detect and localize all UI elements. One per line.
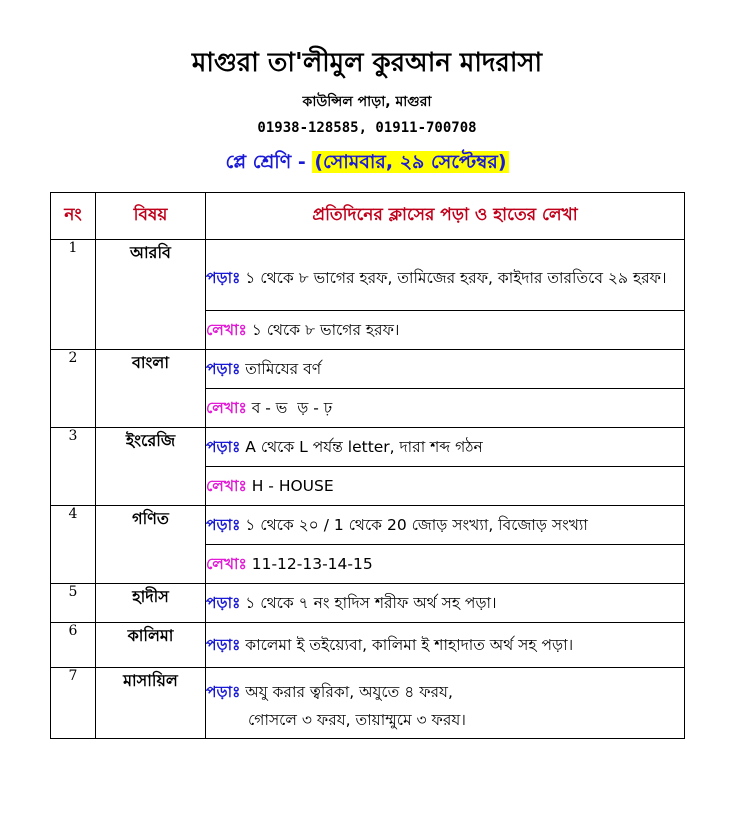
write-text: ব - ভ ড় - ঢ় (251, 399, 333, 417)
routine-table (50, 192, 685, 739)
read-label: পড়াঃ (206, 636, 241, 654)
write-label: লেখাঃ (206, 477, 247, 495)
table-row (51, 428, 685, 467)
row-number: 4 (51, 506, 96, 584)
row-number: 2 (51, 350, 96, 428)
write-text: ১ থেকে ৮ ভাগের হরফ। (251, 321, 400, 339)
read-text: তামিযের বর্ণ (245, 360, 322, 378)
read-cell (206, 428, 685, 467)
read-text: ১ থেকে ৭ নং হাদিস শরীফ অর্থ সহ পড়া। (245, 594, 497, 612)
read-label: পড়াঃ (206, 360, 241, 378)
read-text-line2: গোসলে ৩ ফরয, তায়াম্মুমে ৩ ফরয। (248, 711, 466, 729)
day-highlight: (সোমবার, ২৯ সেপ্টেম্বর) (314, 151, 507, 173)
read-label: পড়াঃ (206, 438, 241, 456)
row-subject: বাংলা (96, 350, 206, 428)
header-no: নং (51, 193, 96, 240)
write-cell (206, 545, 685, 584)
read-text: কালেমা ই তইয়্যেবা, কালিমা ই শাহাদাত অর্থ সহ পড়া। (245, 636, 574, 654)
row-subject: হাদীস (96, 584, 206, 623)
read-label: পড়াঃ (206, 683, 241, 701)
row-subject: গণিত (96, 506, 206, 584)
read-text: ১ থেকে ২০ / 1 থেকে 20 জোড় সংখ্যা, বিজোড় সংখ্যা (245, 516, 588, 534)
write-label: লেখাঃ (206, 399, 247, 417)
header-content: প্রতিদিনের ক্লাসের পড়া ও হাতের লেখা (206, 193, 685, 240)
read-label: পড়াঃ (206, 516, 241, 534)
header-subject: বিষয় (96, 193, 206, 240)
read-text: ১ থেকে ৮ ভাগের হরফ, তামিজের হরফ, কাইদার তারতিবে ২৯ হরফ। (245, 269, 667, 287)
write-cell (206, 311, 685, 350)
row-subject: মাসায়িল (96, 668, 206, 739)
phone-numbers: 01938-128585, 01911-700708 (257, 120, 477, 136)
table-row (51, 668, 685, 739)
read-label: পড়াঃ (206, 594, 241, 612)
row-number: 5 (51, 584, 96, 623)
write-text: H - HOUSE (251, 477, 334, 495)
table-row (51, 350, 685, 389)
read-cell (206, 668, 685, 739)
row-subject: ইংরেজি (96, 428, 206, 506)
read-text: A থেকে L পর্যন্ত letter, দারা শব্দ গঠন (245, 438, 483, 456)
read-cell (206, 506, 685, 545)
table-row (51, 584, 685, 623)
write-text: 11-12-13-14-15 (251, 555, 373, 573)
table-row (51, 623, 685, 668)
read-cell (206, 584, 685, 623)
row-subject: কালিমা (96, 623, 206, 668)
row-number: 6 (51, 623, 96, 668)
row-number: 1 (51, 240, 96, 350)
write-label: লেখাঃ (206, 321, 247, 339)
read-label: পড়াঃ (206, 269, 241, 287)
read-text: অযু করার ত্বরিকা, অযুতে ৪ ফরয, (245, 683, 453, 701)
row-number: 7 (51, 668, 96, 739)
madrasa-address: কাউন্সিল পাড়া, মাগুরা (302, 94, 432, 110)
table-header-row (51, 193, 685, 240)
class-day-line (0, 148, 734, 176)
class-name: প্লে শ্রেণি (225, 151, 292, 173)
write-cell (206, 467, 685, 506)
row-number: 3 (51, 428, 96, 506)
read-cell (206, 350, 685, 389)
row-subject: আরবি (96, 240, 206, 350)
read-cell (206, 623, 685, 668)
class-separator: - (291, 151, 313, 173)
madrasa-title: মাগুরা তা'লীমুল কুরআন মাদরাসা (191, 48, 543, 78)
table-row (51, 506, 685, 545)
write-label: লেখাঃ (206, 555, 247, 573)
read-cell (206, 240, 685, 311)
table-row (51, 240, 685, 311)
write-cell (206, 389, 685, 428)
